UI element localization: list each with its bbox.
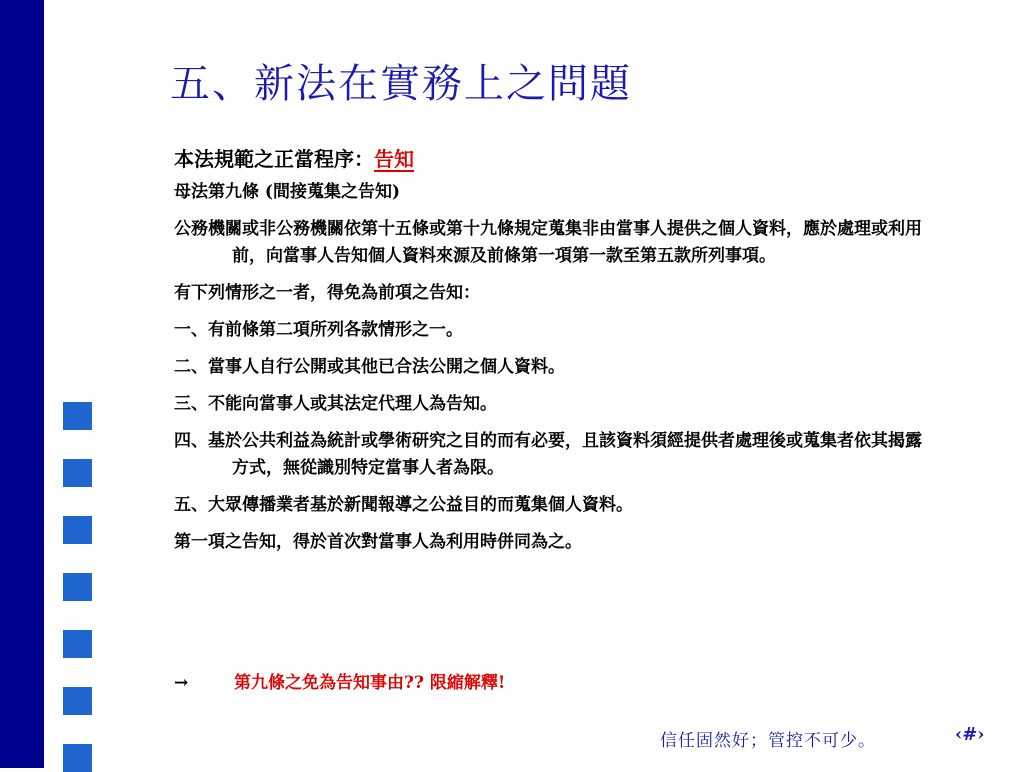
body-line: 三、不能向當事人或其法定代理人為告知。: [174, 394, 497, 414]
arrow-icon: →: [174, 673, 189, 693]
body-line: 四、基於公共利益為統計或學術研究之目的而有必要，且該資料須經提供者處理後或蒐集者依其揭露方式，無從識別特定當事人者為限。: [174, 431, 922, 478]
body-line: 二、當事人自行公開或其他已合法公開之個人資料。: [174, 357, 565, 377]
footer-text: 信任固然好；管控不可少。: [660, 731, 876, 751]
decorative-square: [63, 459, 92, 487]
heading-text: 本法規範之正當程序：: [174, 147, 374, 171]
note-line: [174, 668, 505, 693]
decorative-square: [63, 516, 92, 544]
body-line: 五、大眾傳播業者基於新聞報導之公益目的而蒐集個人資料。: [174, 495, 633, 515]
section-heading: [174, 146, 934, 173]
body-line: 公務機關或非公務機關依第十五條或第十九條規定蒐集非由當事人提供之個人資料，應於處理或利用前，向當事人告知個人資料來源及前條第一項第一款至第五款所列事項。: [174, 219, 922, 266]
body-line: 有下列情形之一者，得免為前項之告知：: [174, 283, 480, 303]
page-number: ‹#›: [955, 724, 985, 745]
body-line: 第一項之告知，得於首次對當事人為利用時併同為之。: [174, 532, 582, 552]
decorative-square: [63, 573, 92, 601]
heading-highlight: 告知: [374, 147, 414, 171]
slide-body: [174, 146, 934, 566]
decorative-squares: [63, 402, 93, 768]
body-line: 母法第九條 (間接蒐集之告知): [174, 182, 401, 202]
decorative-square: [63, 402, 92, 430]
note-text: 第九條之免為告知事由?? 限縮解釋!: [234, 673, 506, 693]
decorative-square: [63, 630, 92, 658]
left-accent-bar: [0, 0, 44, 768]
body-line: 一、有前條第二項所列各款情形之一。: [174, 320, 463, 340]
slide-title: 五、新法在實務上之問題: [170, 61, 632, 107]
decorative-square: [63, 687, 92, 715]
